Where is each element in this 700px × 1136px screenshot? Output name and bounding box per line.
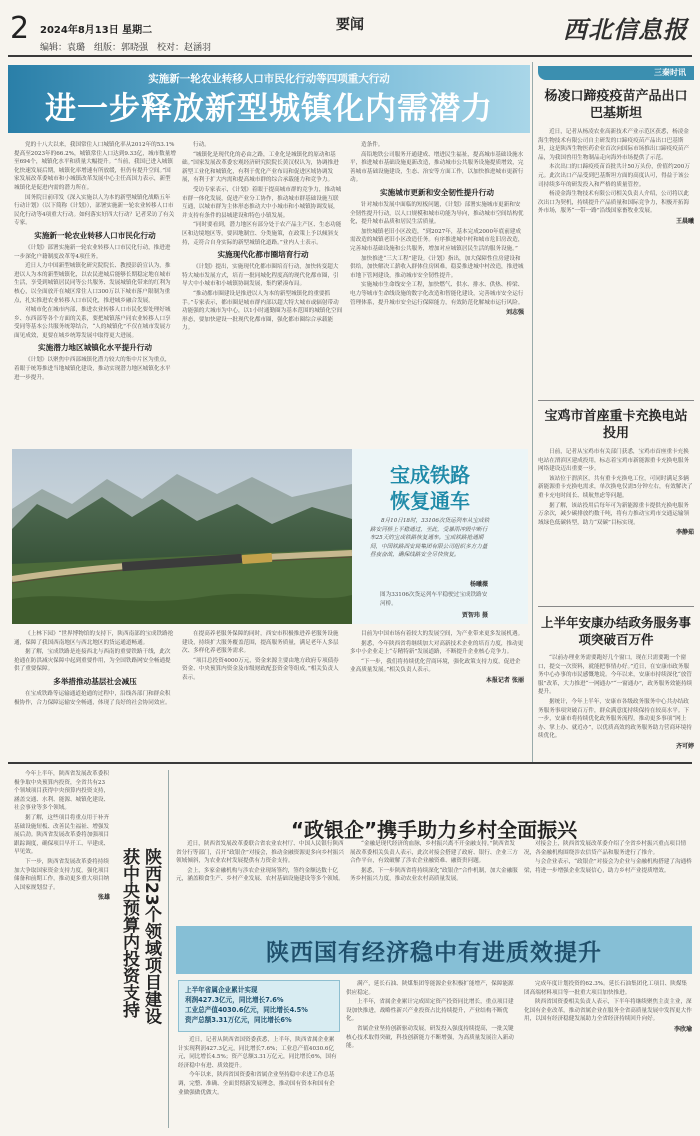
paragraph: 杨凌金海生物技术有限公司相关负责人介绍，公司将以此次出口为契机，持续提升产品质量和国际竞争力，积极开拓海外市场，服务“一带一路”沿线国家畜牧业发展。 xyxy=(538,191,690,215)
stats-box-head: 上半年省属企业累计实现 xyxy=(185,986,258,994)
paragraph: 国务院日前印发《深入实施以人为本的新型城镇化战略五年行动计划》（以下简称《计划》），部署实施新一轮农业转移人口市民化行动等4项重大行动。如何落实好四大行动？记者采访了有关专家。 xyxy=(14,194,175,227)
paragraph: “以前办理业务需要跑好几个窗口，现在只需要跑一个窗口，提交一次资料，就能把事情办好。”近日，在安康市政务服务中心办事的市民感慨地说。今年以来，安康市持续深化“放管服”改革，大力推进“一网通办”“一窗通办”，政务服务效能持续提升。 xyxy=(538,655,693,696)
subhead: 实施现代化都市圈培育行动 xyxy=(217,250,309,260)
state-economy-column-3 xyxy=(524,980,692,1128)
byline: 本报记者 张丽 xyxy=(485,676,524,684)
paragraph: 针对城市发展中面临的短板问题，《计划》部署实施城市更新和安全韧性提升行动，以人口规模和城市功能为导向，推动城市空间结构优化，提升城市品质和居民生活质量。 xyxy=(350,201,524,226)
paragraph: 目前为中国市场有着较大的发展空间，为产业带来更多发展机遇。 xyxy=(361,631,524,637)
paragraph: 完成年度计划投资的62.3%。延长石油集团化工项目、陕煤集团高端材料项目等一批重大项目加快推进。 xyxy=(524,981,688,996)
paragraph: 受访专家表示，《计划》着眼于提高城市群的竞争力，推动城市群一体化发展，促进产业分工协作，推动城市群基础设施互联互通，以城市群为主体形态推动大中小城市和小城镇协调发展，并支持有条件的县城建设和特色小镇发展。 xyxy=(182,186,342,219)
paragraph: 据悉，下一步陕西省将持续深化“政银企”合作机制，加大金融服务乡村振兴力度，推动农业农村高质量发展。 xyxy=(350,867,518,883)
paragraph: 在宝成铁路等运输通道抢通的过程中，沿线各部门和群众积极协作，合力保障运输安全畅通，体现了良好的社会协同效应。 xyxy=(14,690,171,706)
paragraph: 省属企业坚持创新驱动发展，研发投入强度持续提高，一批关键核心技术取得突破，科技创新能力不断增强，为高质量发展注入新动能。 xyxy=(346,1025,514,1050)
paragraph: 据了解，该站投用后每年可为新能源重卡提供充换电服务万余次，减少碳排放约数千吨，将有力推动宝鸡市交通运输领域绿色低碳转型，助力“双碳”目标实现。 xyxy=(538,502,690,526)
paragraph: 对城市化在城市内部，推进农业转移人口市民化要处理好城乡、东西部等各个方面的关系，要把城镇落户同农业转移人口享受同等基本公共服务统筹结合，“人的城镇化”不仅在城市发展方面见成效，更要在城乡统筹发展中取得更大进展。 xyxy=(14,307,171,339)
paragraph: 实施城市生命线安全工程，加快燃气、供水、排水、供热、桥梁、电力等城市生命线设施的数字化改造和智能化建设，完善城市安全运行管理体系，提升城市安全运行保障能力，有效防范化解城市运行风险。 xyxy=(350,282,524,306)
byline: 张雄 xyxy=(97,894,110,902)
paragraph: 造条件。 xyxy=(361,142,384,148)
photo-title-line-1: 宝成铁路 xyxy=(390,463,470,487)
lead-headline-band xyxy=(8,65,530,133)
paragraph: 近日，陕西省发展改革委联合省农业农村厅、中国人民银行陕西省分行等部门，召开“政银企”对接会，推动金融资源更多向乡村振兴领域倾斜，为农业农村发展提供有力资金支持。 xyxy=(176,841,344,865)
issue-date: 2024年8月13日 星期二 xyxy=(40,25,153,36)
state-economy-banner xyxy=(176,926,692,974)
zhengyinqi-column-3 xyxy=(524,840,692,922)
railway-photo xyxy=(12,449,352,624)
staff-credits: 编辑：袁璐 组版：郭晓强 校对：赵涵羽 xyxy=(40,43,212,53)
paragraph: 据了解，这些项目将重点用于补齐基础设施短板、改善民生福祉、增强发展后劲。陕西省发展改革委将加强项目跟踪调度，确保项目早开工、早建成、早见效。 xyxy=(14,814,110,856)
paragraph: “项目总投资4000万元，资金来源主要由地方政府专项债券资金、中央预算内资金及市级财政配套资金等组成。”相关负责人表示。 xyxy=(182,657,339,681)
byline: 齐可婷 xyxy=(675,742,694,750)
stats-line: 资产总额3.31万亿元，同比增长6% xyxy=(185,1016,292,1024)
article-title-ankang: 上半年安康办结政务服务事项突破百万件 xyxy=(540,615,691,647)
paragraph: 高铅地铁公司服务开通建成、增进民生福祉，提高城市基础设施水平，推进城市基础设施更新改造，推动城市公共服务设施提质增效，完善城市基础设施建设，生态、治安等方面工作，以加快推进城市更新行动。 xyxy=(350,151,524,184)
paragraph: 日前，记者从宝鸡市有关部门获悉，宝鸡市首座重卡充换电站在渭滨区建成投用，标志着宝鸡市新能源重卡充换电服务网络建设迈出重要一步。 xyxy=(538,449,690,473)
article-headline-zhengyinqi: “政银企”携手助力乡村全面振兴 xyxy=(290,818,578,842)
landscape-train-image xyxy=(12,449,352,624)
paragraph: 与会企业表示，“政银企”对接会为企业与金融机构搭建了沟通桥梁，将进一步增强企业发展信心，助力乡村产业提质增效。 xyxy=(524,859,692,874)
mid-column-1 xyxy=(14,630,176,755)
right-column-divider xyxy=(532,62,533,762)
section-rule xyxy=(8,762,692,764)
article-body-ankang xyxy=(538,654,694,759)
paragraph: 今年上半年，陕西省发展改革委积极争取中央预算内投资，全省共有23个领域项目获得中央预算内投资支持，涵盖交通、水利、能源、城镇化建设、社会事业等多个领域。 xyxy=(14,771,110,812)
page-number: 2 xyxy=(10,11,30,46)
section-tag-label: 三秦时讯 xyxy=(654,68,686,77)
lead-column-3 xyxy=(350,141,524,446)
paragraph: 行动。 xyxy=(193,142,210,148)
article-headline-state-economy: 陕西国有经济稳中有进质效提升 xyxy=(266,940,602,966)
article-body-vaccine xyxy=(538,128,694,398)
section-tag xyxy=(538,66,694,80)
paragraph: “金融是现代经济的血脉，乡村振兴离不开金融支持。”陕西省发展改革委相关负责人表示，此次对接会搭建了政府、银行、企业三方合作平台，有效破解了涉农企业融资难、融资贵问题。 xyxy=(350,841,518,865)
masthead-rule xyxy=(8,55,692,57)
bottom-side-text xyxy=(14,770,110,1128)
paragraph: “推动都市圈建设是推进以人为本的新型城镇化的重要抓手。”专家表示，都市圈是城市群内部以超大特大城市或辐射带动功能强的大城市为中心，以1小时通勤圈为基本范围的城镇化空间形态，要加快建设一批现代化都市圈，强化都市圈综合承载能力。 xyxy=(182,290,343,332)
photo-caption-panel xyxy=(352,449,528,624)
paragraph: 近日，记者从陕西省国资委获悉，上半年，陕西省属企业累计实现利润427.3亿元，同比增长7.6%；工业总产值4030.6亿元，同比增长4.5%；资产总额3.31万亿元，同比增长6%，国有经济稳中有进、质效提升。 xyxy=(178,1037,337,1069)
paragraph: 近日，记者从杨凌农业高新技术产业示范区获悉，杨凌金海生物技术有限公司自主研发的口蹄疫疫苗产品出口巴基斯坦，这是陕西生物医药企业首次向国际市场推出口蹄疫疫苗产品，为我国兽用生物制品走向海外市场提供了示范。 xyxy=(538,129,690,161)
paragraph: 今年以来，陕西省国资委和省属企业坚持稳中求进工作总基调，完整、准确、全面贯彻新发展理念，推动国有资本和国有企业做强做优做大。 xyxy=(178,1072,335,1096)
subhead: 实施城市更新和安全韧性提升行动 xyxy=(380,187,494,197)
byline: 李欣瑜 xyxy=(673,1025,692,1033)
paragraph: “同时要看到，潜力地区有部分处于农产品主产区、生态功能区和边境地区等，要因地制宜、分类施策，在政策上予以倾斜支持，走符合自身实际的新型城镇化道路。”业内人士表示。 xyxy=(182,222,342,246)
paragraph: 加快推进“三大工程”建设。《计划》指出，加大保障性住房建设和供给，加快解决工薪收入群体住房困难，稳妥推进城中村改造，推进城市地下管网建设，推动城市安全韧性提升。 xyxy=(350,255,524,279)
paragraph: 加快城镇老旧小区改造，“到2027年，基本完成2000年底前建成需改造的城镇老旧小区改造任务。有序推进城中村和城市危旧房改造，完善城市基础设施和公共服务，增加对应城镇居民生活的服务设施。” xyxy=(350,228,524,252)
photo-title-line-2: 恢复通车 xyxy=(390,489,470,513)
state-economy-column-1 xyxy=(178,1036,340,1128)
paragraph: “城镇化是现代化的必由之路，工业化是城镇化的原动和基础。”国家发展改革委宏观经济研究院院长黄汉权认为，协调推进新型工业化和城镇化，有利于优化产业布局和促进区域协调发展，有利于扩大内需和提高城市群的综合承载能力和竞争力。 xyxy=(182,151,339,184)
byline: 李静茹 xyxy=(675,529,694,537)
paragraph: 《计划》以聚焦中西部城镇化潜力较大的集中片区为重点，着眼于统筹推进当地城镇化建设，推动实现潜力地区城镇化水平进一步提升。 xyxy=(14,357,171,381)
paragraph: 陕西省国资委相关负责人表示，下半年将继续聚焦主责主业，深化国有企业改革，推动省属企业在服务全省高质量发展中发挥更大作用，以国有经济稳健发展助力全省经济持续回升向好。 xyxy=(524,999,692,1023)
paragraph: 据悉，今年陕西省将继续加大对高新技术企业的培育力度，推动更多中小企业走上“专精特新”发展道路，不断提升企业核心竞争力。 xyxy=(350,640,524,656)
photo-caption-byline: 杨曦薇 xyxy=(469,581,488,588)
lead-column-2 xyxy=(182,141,344,446)
subhead: 实施潜力地区城镇化水平提升行动 xyxy=(38,343,152,353)
lead-kicker: 实施新一轮农业转移人口市民化行动等四项重大行动 xyxy=(148,73,390,85)
zhengyinqi-column-2 xyxy=(350,840,518,922)
paragraph: 在提高养老服务保障的同时，西安市积极推进养老服务设施建设，持续扩大服务覆盖范围，提高服务质量，满足老年人多层次、多样化养老服务需求。 xyxy=(182,631,339,655)
photo-caption-text xyxy=(370,517,490,577)
masthead xyxy=(0,0,700,60)
right-column xyxy=(538,62,694,762)
paragraph: 近日人力中国新型城镇化研究院院长、教授彭蔚宣认为，推进以人为本的新型城镇化，以农民进城后能够长期稳定地在城市生活，享受到城镇居民同等公共服务、发展城镇化带来的红利为核心，以全面放开在城区常住人口300万以下城市落户限制为重点，扎实推进农业转移人口市民化，推进城乡融合发展。 xyxy=(14,263,171,304)
paragraph: 下一步，陕西省发展改革委将持续加大争取国家资金支持力度，强化项目储备和前期工作，推动更多重大项目纳入国家规划盘子。 xyxy=(14,858,110,891)
photographer: 贾智玮 摄 xyxy=(461,612,488,619)
paragraph: 《计划》部署实施新一轮农业转移人口市民化行动，推进进一步深化户籍制度改革等4项任务。 xyxy=(14,244,171,260)
mid-column-3 xyxy=(350,630,524,755)
subhead: 实施新一轮农业转移人口市民化行动 xyxy=(34,230,156,240)
column-divider xyxy=(168,770,169,1128)
paragraph: 党的十八大以来，我国常住人口城镇化率从2012年的53.1%提高至2023年的66.2%，城镇常住人口达到9.33亿，城市数量增至694个，城镇化水平和质量大幅提升。“当前，我国已进入城镇化快速发展后期，城镇化率增速有所放缓，但仍有提升空间。”国家发展改革委城市和小城镇改革发展中心主任高国力表示，新型城镇化是促进内需的潜力所在。 xyxy=(14,142,176,191)
stats-line: 工业总产值4030.6亿元，同比增长4.5% xyxy=(185,1006,308,1014)
paragraph: 该站位于渭滨区，共有重卡充换电工位，可同时满足多辆新能源重卡充换电需求，单次换电仅需5分钟左右，有效解决了重卡充电时间长、续航焦虑等问题。 xyxy=(538,475,693,499)
byline: 王晨曦 xyxy=(675,217,694,225)
article-title-charging-station: 宝鸡市首座重卡充换电站投用 xyxy=(544,409,688,441)
paragraph: 满产，延长石油、陕煤集团等能源企业积极扩能增产，保障能源供应稳定。 xyxy=(346,981,514,996)
paragraph: 会上，多家金融机构与涉农企业现场签约，签约金额达数十亿元，涵盖粮食生产、乡村产业发展、农村基础设施建设等多个领域。 xyxy=(176,867,344,883)
divider xyxy=(538,606,694,607)
section-name: 要闻 xyxy=(336,17,364,33)
byline: 刘志强 xyxy=(505,309,524,317)
paragraph: 据统计，今年上半年，安康市各级政务服务中心共办结政务服务事项突破百万件，群众满意度持续保持在较高水平。下一步，安康市将持续优化政务服务流程，推动更多事项“网上办、掌上办、就近办”，以优质高效的政务服务助力营商环境持续优化。 xyxy=(538,698,692,740)
lead-headline: 进一步释放新型城镇化内需潜力 xyxy=(45,91,493,127)
state-economy-column-2 xyxy=(346,980,518,1128)
mid-column-2 xyxy=(182,630,344,755)
paragraph: 《计划》提出，实施现代化都市圈培育行动，加快转变超大特大城市发展方式，培育一批同城化程度高的现代化都市圈，引导大中小城市和小城镇协调发展，集约紧凑布局。 xyxy=(182,264,339,288)
article-body-charging-station xyxy=(538,448,694,608)
divider xyxy=(538,400,694,401)
paragraph: 《上林下园》“世界博物馆的支持下，陕西南部的宝成铁路抢通，保障了我国西南地区与西北地区的货运通道畅通。 xyxy=(14,631,174,646)
paragraph: 本次出口的口蹄疫疫苗首批共计50万头份，价值约200万元。此次出口产品受到巴基斯坦方面的高度认可，得益于该公司持续多年的研发投入和严格的质量管控。 xyxy=(538,164,690,188)
photo-note xyxy=(380,591,492,611)
subhead: 多举措推动基层社会减压 xyxy=(53,676,137,686)
paper-logo: 西北信息报 xyxy=(563,15,688,44)
stats-box xyxy=(178,980,340,1032)
paragraph: 上半年，省属企业累计完成固定资产投资同比增长，重点项目建设加快推进，战略性新兴产业投资占比持续提升，产业结构不断优化。 xyxy=(346,999,514,1023)
paragraph: 8月10日18时，33106次货运列车从宝成铁路安河桥上平稳通过，至此，受暴雨冲毁中断行车25天的宝成铁路恢复通车。宝成铁路抢通期间，中国铁路西安局集团有限公司组织多方力量昼夜奋战，确保线路安全尽快恢复。 xyxy=(370,518,490,559)
zhengyinqi-column-1 xyxy=(176,840,344,922)
vertical-headline: 陕西23个领域项目建设获中央预算内投资支持 xyxy=(119,848,161,1025)
paragraph: 图为33106次货运列车平稳驶过宝成铁路安河桥。 xyxy=(380,592,488,607)
lead-column-1 xyxy=(14,141,176,446)
article-title-vaccine: 杨凌口蹄疫疫苗产品出口巴基斯坦 xyxy=(544,89,688,121)
paragraph: “下一步，我们将持续优化营商环境，强化政策支持力度，促进企业高质量发展。”相关负责人表示。 xyxy=(350,658,521,674)
paragraph: 据了解，宝成铁路是连接西北与西南的重要铁路干线，此次抢通在防洪减灾保障中起到重要作用，为全国铁路网安全畅通提供了重要保障。 xyxy=(14,649,171,673)
paragraph: 对接会上，陕西省发展改革委介绍了全省乡村振兴重点项目情况，各金融机构围绕涉农信贷产品和服务进行了推介。 xyxy=(524,841,687,856)
stats-line: 利润427.3亿元，同比增长7.6% xyxy=(185,996,284,1004)
